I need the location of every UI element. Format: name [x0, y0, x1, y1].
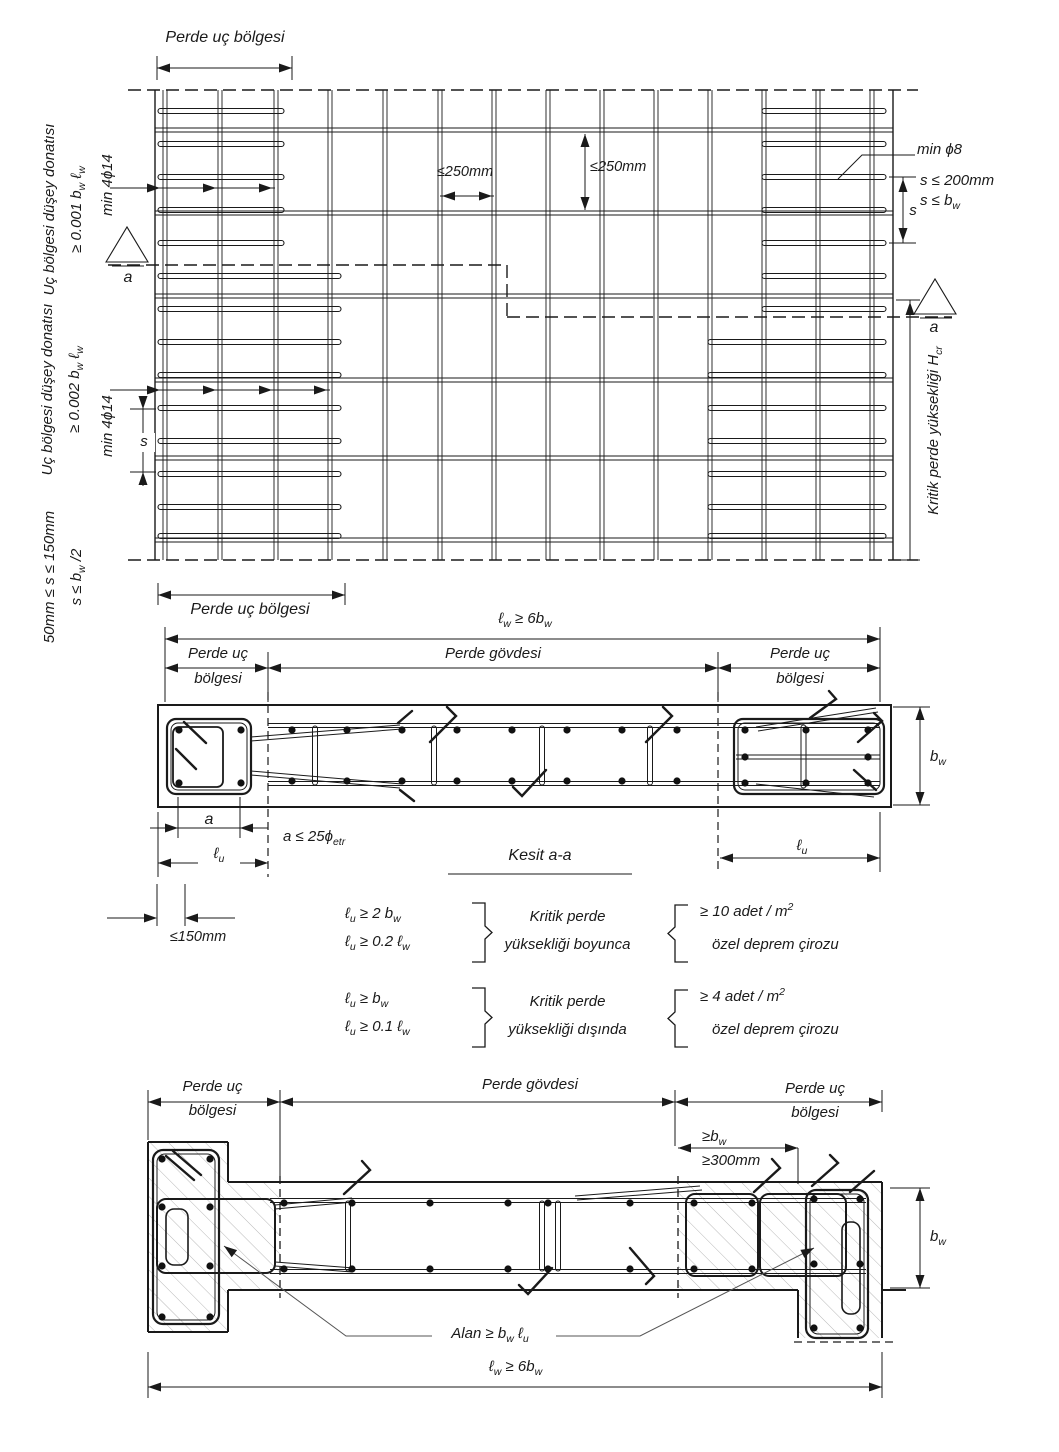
note-mid-line1: Uç bölgesi düşey donatısı	[39, 303, 56, 476]
plan-end-zone-right-line2: bölgesi	[791, 1104, 839, 1121]
section-aa-lu-left-label: ℓ$_u$	[198, 845, 240, 864]
note-top-min-bars: min 4ϕ14	[99, 154, 116, 216]
note-mid-min-bars: min 4ϕ14	[99, 395, 116, 457]
plan-web-label: Perde gövdesi	[482, 1076, 578, 1093]
plan-lw-dim-label: ℓ$_w$ ≥ $6b_w$	[488, 1358, 543, 1378]
elevation-linework	[106, 56, 956, 605]
plan-bw-label: $b_w$	[930, 1228, 946, 1248]
plan-end-zone-left-line2: bölgesi	[188, 1102, 237, 1119]
elevation-arrowheads	[139, 64, 915, 600]
note-top-line1: Uç bölgesi düşey donatısı	[41, 123, 58, 296]
elevation-end-zone-bottom-label: Perde uç bölgesi	[190, 601, 310, 618]
elevation-note-mid	[34, 282, 88, 497]
note-spacing-line2: $s \le b_w$ /2	[68, 548, 88, 606]
hoops-upper-right	[762, 109, 886, 312]
condition1-req-line2: özel deprem çirozu	[712, 936, 839, 953]
plan-bw-min-label: $\ge b_w$	[702, 1128, 727, 1148]
s-label-left: s	[133, 433, 155, 452]
elevation-end-zone-top-label: Perde uç bölgesi	[165, 29, 285, 46]
plan-end-zone-left-line1: Perde uç	[182, 1078, 243, 1095]
note-mid-line2: ≥ 0.002 $b_w$ ℓ$_w$	[66, 346, 86, 433]
note-min-phi8: min ϕ8	[917, 141, 963, 158]
condition2-scope-line2: yüksekliği dışında	[508, 1021, 627, 1038]
s-label-right: s	[909, 202, 917, 219]
elevation-note-spacing	[36, 482, 90, 672]
dim-250mm-vertical: ≤250mm	[590, 159, 647, 175]
condition1-scope-line1: Kritik perde	[529, 908, 606, 925]
condition2-line1: ℓ$_u$ ≥ $b_w$	[345, 990, 389, 1010]
condition1-req-line1: ≥ 10 adet / $m^2$	[700, 901, 794, 920]
section-aa-lw-dim-label: ℓ$_w$ ≥ $6b_w$	[498, 610, 552, 630]
condition1-line2: ℓ$_u$ ≥ 0.2 ℓ$_w$	[345, 933, 410, 953]
section-marker-a-right: a	[929, 319, 939, 336]
section-aa-end-zone-right-line2: bölgesi	[776, 670, 824, 687]
condition2-scope-line1: Kritik perde	[529, 993, 606, 1010]
hoops-lower-left	[158, 274, 341, 539]
section-aa-lu-right-label: ℓ$_u$	[796, 837, 808, 857]
plan-end-zone-right-line1: Perde uç	[784, 1080, 846, 1097]
section-aa-web-label: Perde gövdesi	[445, 645, 541, 662]
section-aa-a-limit-label: $a \le 25\phi_{etr}$	[283, 828, 346, 848]
section-aa-end-zone-right-line1: Perde uç	[769, 645, 831, 662]
condition2-line2: ℓ$_u$ ≥ 0.1 ℓ$_w$	[345, 1018, 410, 1038]
plan-300mm-label: ≥300mm	[702, 1152, 761, 1169]
dim-250mm-horizontal: ≤250mm	[436, 164, 494, 180]
section-aa-end-zone-left-line1: Perde uç	[187, 645, 249, 662]
section-aa-a-dim-label: a	[204, 811, 214, 828]
hoops-upper-left	[158, 109, 284, 246]
note-spacing-line1: 50mm ≤ s ≤ 150mm	[41, 510, 58, 644]
condition2-req-line2: özel deprem çirozu	[712, 1021, 839, 1038]
section-aa-bw-label: $b_w$	[930, 748, 946, 768]
hcr-label: Kritik perde yüksekliği $H_{cr}$	[925, 346, 945, 515]
note-s-max-200: s ≤ 200mm	[920, 172, 995, 189]
section-marker-a-left: a	[123, 269, 133, 286]
plan-area-label: Alan ≥ $b_w$ ℓ$_u$	[451, 1325, 529, 1345]
section-aa-150mm-label: ≤150mm	[169, 929, 227, 945]
plan-hatching	[148, 1142, 882, 1338]
note-top-line2: ≥ 0.001 $b_w$ ℓ$_w$	[68, 166, 88, 253]
section-aa-title: Kesit a-a	[508, 847, 572, 864]
note-s-max-bw: $s \le b_w$	[920, 192, 961, 212]
hoops-lower-right	[708, 340, 886, 539]
condition2-req-line1: ≥ 4 adet / $m^2$	[700, 986, 785, 1005]
section-aa-end-zone-left-line2: bölgesi	[194, 670, 242, 687]
condition1-scope-line2: yüksekliği boyunca	[504, 936, 631, 953]
condition1-line1: ℓ$_u$ ≥ 2 $b_w$	[345, 905, 401, 925]
